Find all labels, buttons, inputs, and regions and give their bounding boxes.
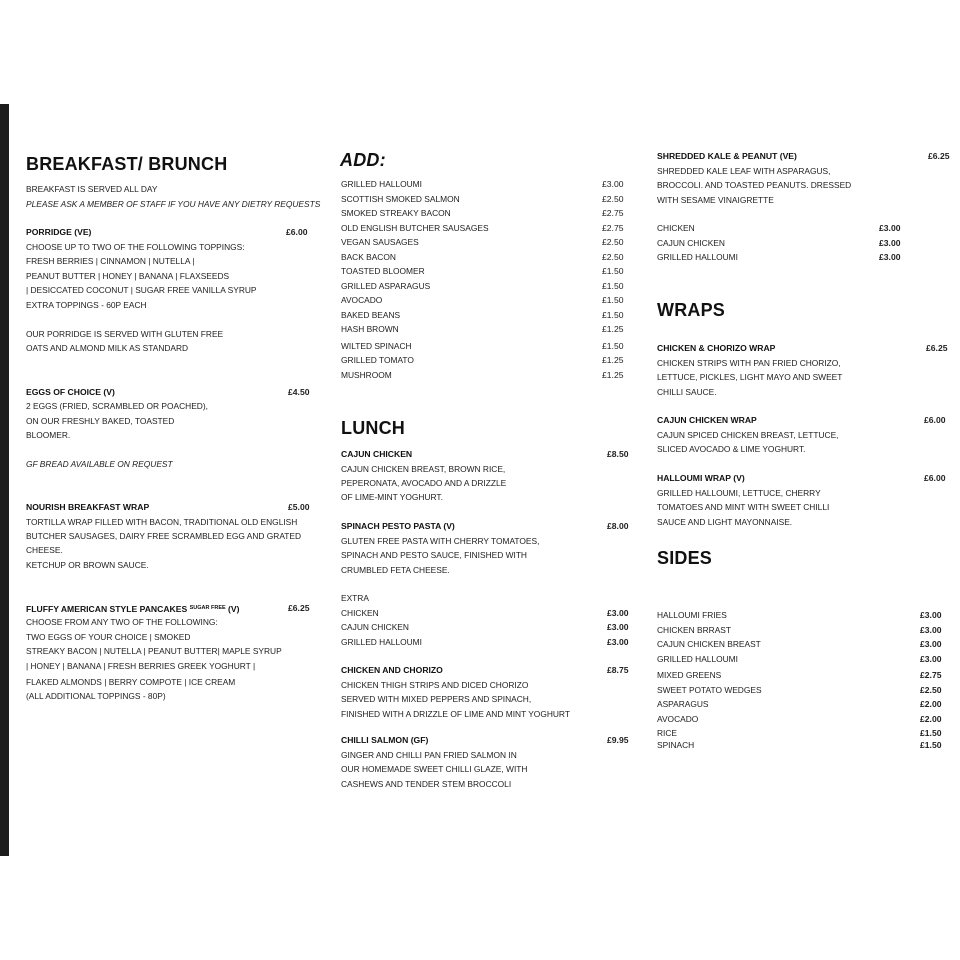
add-item-price: £1.50 <box>602 281 624 291</box>
sides-title: SIDES <box>657 548 713 568</box>
menu-item-desc: SPINACH AND PESTO SAUCE, FINISHED WITH <box>341 550 527 560</box>
breakfast-note: BREAKFAST IS SERVED ALL DAY <box>26 184 158 194</box>
menu-item-price: £5.00 <box>288 502 310 512</box>
menu-item-desc: CHOOSE UP TO TWO OF THE FOLLOWING TOPPINGS: <box>26 242 245 252</box>
add-item-price: £1.25 <box>602 355 624 365</box>
pancakes-name: FLUFFY AMERICAN STYLE PANCAKES <box>26 604 188 614</box>
menu-item-desc: CAJUN SPICED CHICKEN BREAST, LETTUCE, <box>657 430 839 440</box>
menu-item-price: £9.95 <box>607 735 629 745</box>
menu-item-desc: EXTRA TOPPINGS - 60P EACH <box>26 300 147 310</box>
menu-item-desc: OUR HOMEMADE SWEET CHILLI GLAZE, WITH <box>341 764 528 774</box>
extra-item-name: GRILLED HALLOUMI <box>341 637 422 647</box>
menu-item-desc: GINGER AND CHILLI PAN FRIED SALMON IN <box>341 750 517 760</box>
extra-item-name: CHICKEN <box>341 608 379 618</box>
add-item-price: £2.50 <box>602 252 624 262</box>
extra-item-name: CAJUN CHICKEN <box>341 622 409 632</box>
menu-item-desc: CHOOSE FROM ANY TWO OF THE FOLLOWING: <box>26 617 218 627</box>
menu-item-desc: OUR PORRIDGE IS SERVED WITH GLUTEN FREE <box>26 329 224 339</box>
extra-label: EXTRA <box>341 593 369 603</box>
side-item-price: £2.75 <box>920 670 942 680</box>
add-item-price: £2.75 <box>602 208 624 218</box>
left-edge-bar <box>0 104 9 856</box>
menu-item-name: CHICKEN & CHORIZO WRAP <box>657 343 776 353</box>
side-item-price: £1.50 <box>920 728 942 738</box>
menu-item-desc: SERVED WITH MIXED PEPPERS AND SPINACH, <box>341 694 532 704</box>
menu-item-desc: (ALL ADDITIONAL TOPPINGS - 80P) <box>26 691 166 701</box>
menu-item-desc: SHREDDED KALE LEAF WITH ASPARAGUS, <box>657 166 831 176</box>
menu-item-price: £6.25 <box>288 603 310 613</box>
menu-item-desc: CAJUN CHICKEN BREAST, BROWN RICE, <box>341 464 506 474</box>
menu-item-name: CHILLI SALMON (GF) <box>341 735 429 745</box>
menu-item-desc: | DESICCATED COCONUT | SUGAR FREE VANILLA SYRUP <box>26 285 257 295</box>
menu-item-desc: WITH SESAME VINAIGRETTE <box>657 195 774 205</box>
add-item-price: £3.00 <box>602 179 624 189</box>
side-item-price: £3.00 <box>920 654 942 664</box>
add-item-price: £2.75 <box>602 223 624 233</box>
menu-item-desc: BUTCHER SAUSAGES, DAIRY FREE SCRAMBLED EGG AND GRATED <box>26 531 302 541</box>
menu-item-desc: CHICKEN STRIPS WITH PAN FRIED CHORIZO, <box>657 358 841 368</box>
menu-item-desc: OATS AND ALMOND MILK AS STANDARD <box>26 343 189 353</box>
add-item-name: SMOKED STREAKY BACON <box>341 208 451 218</box>
side-item-name: CAJUN CHICKEN BREAST <box>657 639 761 649</box>
lunch-title: LUNCH <box>341 418 405 438</box>
side-item-name: GRILLED HALLOUMI <box>657 654 738 664</box>
menu-item-desc: BLOOMER. <box>26 430 71 440</box>
side-item-price: £3.00 <box>920 625 942 635</box>
side-item-name: SWEET POTATO WEDGES <box>657 685 762 695</box>
gf-bread-note: GF BREAD AVAILABLE ON REQUEST <box>26 459 173 469</box>
extra-item-price: £3.00 <box>607 622 629 632</box>
menu-item-price: £6.00 <box>286 227 308 237</box>
menu-item-desc: PEANUT BUTTER | HONEY | BANANA | FLAXSEEDS <box>26 271 230 281</box>
menu-item-price: £8.00 <box>607 521 629 531</box>
menu-item-desc: 2 EGGS (FRIED, SCRAMBLED OR POACHED), <box>26 401 208 411</box>
menu-item-desc: CHICKEN THIGH STRIPS AND DICED CHORIZO <box>341 680 529 690</box>
add-item-price: £1.25 <box>602 324 624 334</box>
menu-item-desc: TOMATOES AND MINT WITH SWEET CHILLI <box>657 502 830 512</box>
extra-item-name: GRILLED HALLOUMI <box>657 252 738 262</box>
pancakes-suffix: (V) <box>225 604 240 614</box>
extra-item-price: £3.00 <box>607 637 629 647</box>
add-item-price: £2.50 <box>602 194 624 204</box>
add-item-name: SCOTTISH SMOKED SALMON <box>341 194 460 204</box>
menu-item-desc: PEPERONATA, AVOCADO AND A DRIZZLE <box>341 478 507 488</box>
side-item-name: SPINACH <box>657 740 695 750</box>
menu-item-name: NOURISH BREAKFAST WRAP <box>26 502 150 512</box>
menu-item-name: SPINACH PESTO PASTA (V) <box>341 521 455 531</box>
add-item-name: VEGAN SAUSAGES <box>341 237 419 247</box>
extra-item-name: CAJUN CHICKEN <box>657 238 725 248</box>
menu-item-desc: CASHEWS AND TENDER STEM BROCCOLI <box>341 779 512 789</box>
menu-item-desc: STREAKY BACON | NUTELLA | PEANUT BUTTER| MAPLE SYRUP <box>26 646 282 656</box>
menu-item-desc: CHEESE. <box>26 545 63 555</box>
menu-item-desc: TORTILLA WRAP FILLED WITH BACON, TRADITIONAL OLD ENGLISH <box>26 517 298 527</box>
add-item-price: £2.50 <box>602 237 624 247</box>
menu-item-desc: BROCCOLI. AND TOASTED PEANUTS. DRESSED <box>657 180 852 190</box>
menu-item-name: CAJUN CHICKEN <box>341 449 413 459</box>
menu-item-desc: CRUMBLED FETA CHEESE. <box>341 565 450 575</box>
side-item-price: £2.50 <box>920 685 942 695</box>
menu-item-price: £8.50 <box>607 449 629 459</box>
side-item-price: £1.50 <box>920 740 942 750</box>
side-item-price: £2.00 <box>920 699 942 709</box>
add-item-name: BACK BACON <box>341 252 396 262</box>
side-item-name: RICE <box>657 728 678 738</box>
menu-item-price: £6.25 <box>928 151 950 161</box>
add-item-price: £1.50 <box>602 310 624 320</box>
menu-item-desc: OF LIME-MINT YOGHURT. <box>341 492 443 502</box>
side-item-price: £2.00 <box>920 714 942 724</box>
dietary-note: PLEASE ASK A MEMBER OF STAFF IF YOU HAVE ANY DIETRY REQUESTS <box>26 199 321 209</box>
add-item-name: TOASTED BLOOMER <box>341 266 425 276</box>
menu-item-name: CHICKEN AND CHORIZO <box>341 665 443 675</box>
menu-item-price: £6.00 <box>924 473 946 483</box>
add-item-name: GRILLED ASPARAGUS <box>341 281 431 291</box>
side-item-name: AVOCADO <box>657 714 699 724</box>
add-item-name: WILTED SPINACH <box>341 341 412 351</box>
menu-item-desc: LETTUCE, PICKLES, LIGHT MAYO AND SWEET <box>657 372 843 382</box>
menu-item-name: PORRIDGE (VE) <box>26 227 92 237</box>
extra-item-price: £3.00 <box>879 252 901 262</box>
side-item-name: MIXED GREENS <box>657 670 722 680</box>
menu-item-name <box>26 603 240 614</box>
side-item-name: ASPARAGUS <box>657 699 709 709</box>
menu-item-price: £4.50 <box>288 387 310 397</box>
menu-item-desc: FLAKED ALMONDS | BERRY COMPOTE | ICE CREAM <box>26 677 236 687</box>
extra-item-price: £3.00 <box>607 608 629 618</box>
extra-item-price: £3.00 <box>879 223 901 233</box>
menu-item-price: £6.25 <box>926 343 948 353</box>
menu-item-desc: GRILLED HALLOUMI, LETTUCE, CHERRY <box>657 488 821 498</box>
menu-item-desc: SLICED AVOCADO & LIME YOGHURT. <box>657 444 806 454</box>
menu-item-desc: ON OUR FRESHLY BAKED, TOASTED <box>26 416 175 426</box>
side-item-name: CHICKEN BRRAST <box>657 625 731 635</box>
menu-item-price: £8.75 <box>607 665 629 675</box>
menu-item-desc: FINISHED WITH A DRIZZLE OF LIME AND MINT YOGHURT <box>341 709 570 719</box>
add-item-name: AVOCADO <box>341 295 383 305</box>
side-item-price: £3.00 <box>920 639 942 649</box>
menu-item-desc: FRESH BERRIES | CINNAMON | NUTELLA | <box>26 256 195 266</box>
menu-item-name: EGGS OF CHOICE (V) <box>26 387 115 397</box>
add-title: ADD: <box>340 150 386 170</box>
menu-item-desc: TWO EGGS OF YOUR CHOICE | SMOKED <box>26 632 191 642</box>
add-item-price: £1.50 <box>602 266 624 276</box>
add-item-price: £1.50 <box>602 295 624 305</box>
side-item-name: HALLOUMI FRIES <box>657 610 727 620</box>
breakfast-title: BREAKFAST/ BRUNCH <box>26 154 228 174</box>
add-item-name: BAKED BEANS <box>341 310 401 320</box>
side-item-price: £3.00 <box>920 610 942 620</box>
extra-item-name: CHICKEN <box>657 223 695 233</box>
menu-item-name: SHREDDED KALE & PEANUT (VE) <box>657 151 797 161</box>
add-item-price: £1.25 <box>602 370 624 380</box>
add-item-name: HASH BROWN <box>341 324 399 334</box>
menu-item-desc: | HONEY | BANANA | FRESH BERRIES GREEK YOGHURT | <box>26 661 256 671</box>
menu-item-desc: KETCHUP OR BROWN SAUCE. <box>26 560 149 570</box>
menu-item-desc: CHILLI SAUCE. <box>657 387 717 397</box>
add-item-name: GRILLED HALLOUMI <box>341 179 422 189</box>
add-item-price: £1.50 <box>602 341 624 351</box>
menu-item-price: £6.00 <box>924 415 946 425</box>
extra-item-price: £3.00 <box>879 238 901 248</box>
add-item-name: MUSHROOM <box>341 370 392 380</box>
sugar-free-superscript: SUGAR FREE <box>189 605 226 611</box>
wraps-title: WRAPS <box>657 300 725 320</box>
menu-item-name: HALLOUMI WRAP (V) <box>657 473 745 483</box>
add-item-name: OLD ENGLISH BUTCHER SAUSAGES <box>341 223 489 233</box>
add-item-name: GRILLED TOMATO <box>341 355 414 365</box>
menu-item-desc: GLUTEN FREE PASTA WITH CHERRY TOMATOES, <box>341 536 540 546</box>
menu-item-name: CAJUN CHICKEN WRAP <box>657 415 757 425</box>
menu-item-desc: SAUCE AND LIGHT MAYONNAISE. <box>657 517 793 527</box>
